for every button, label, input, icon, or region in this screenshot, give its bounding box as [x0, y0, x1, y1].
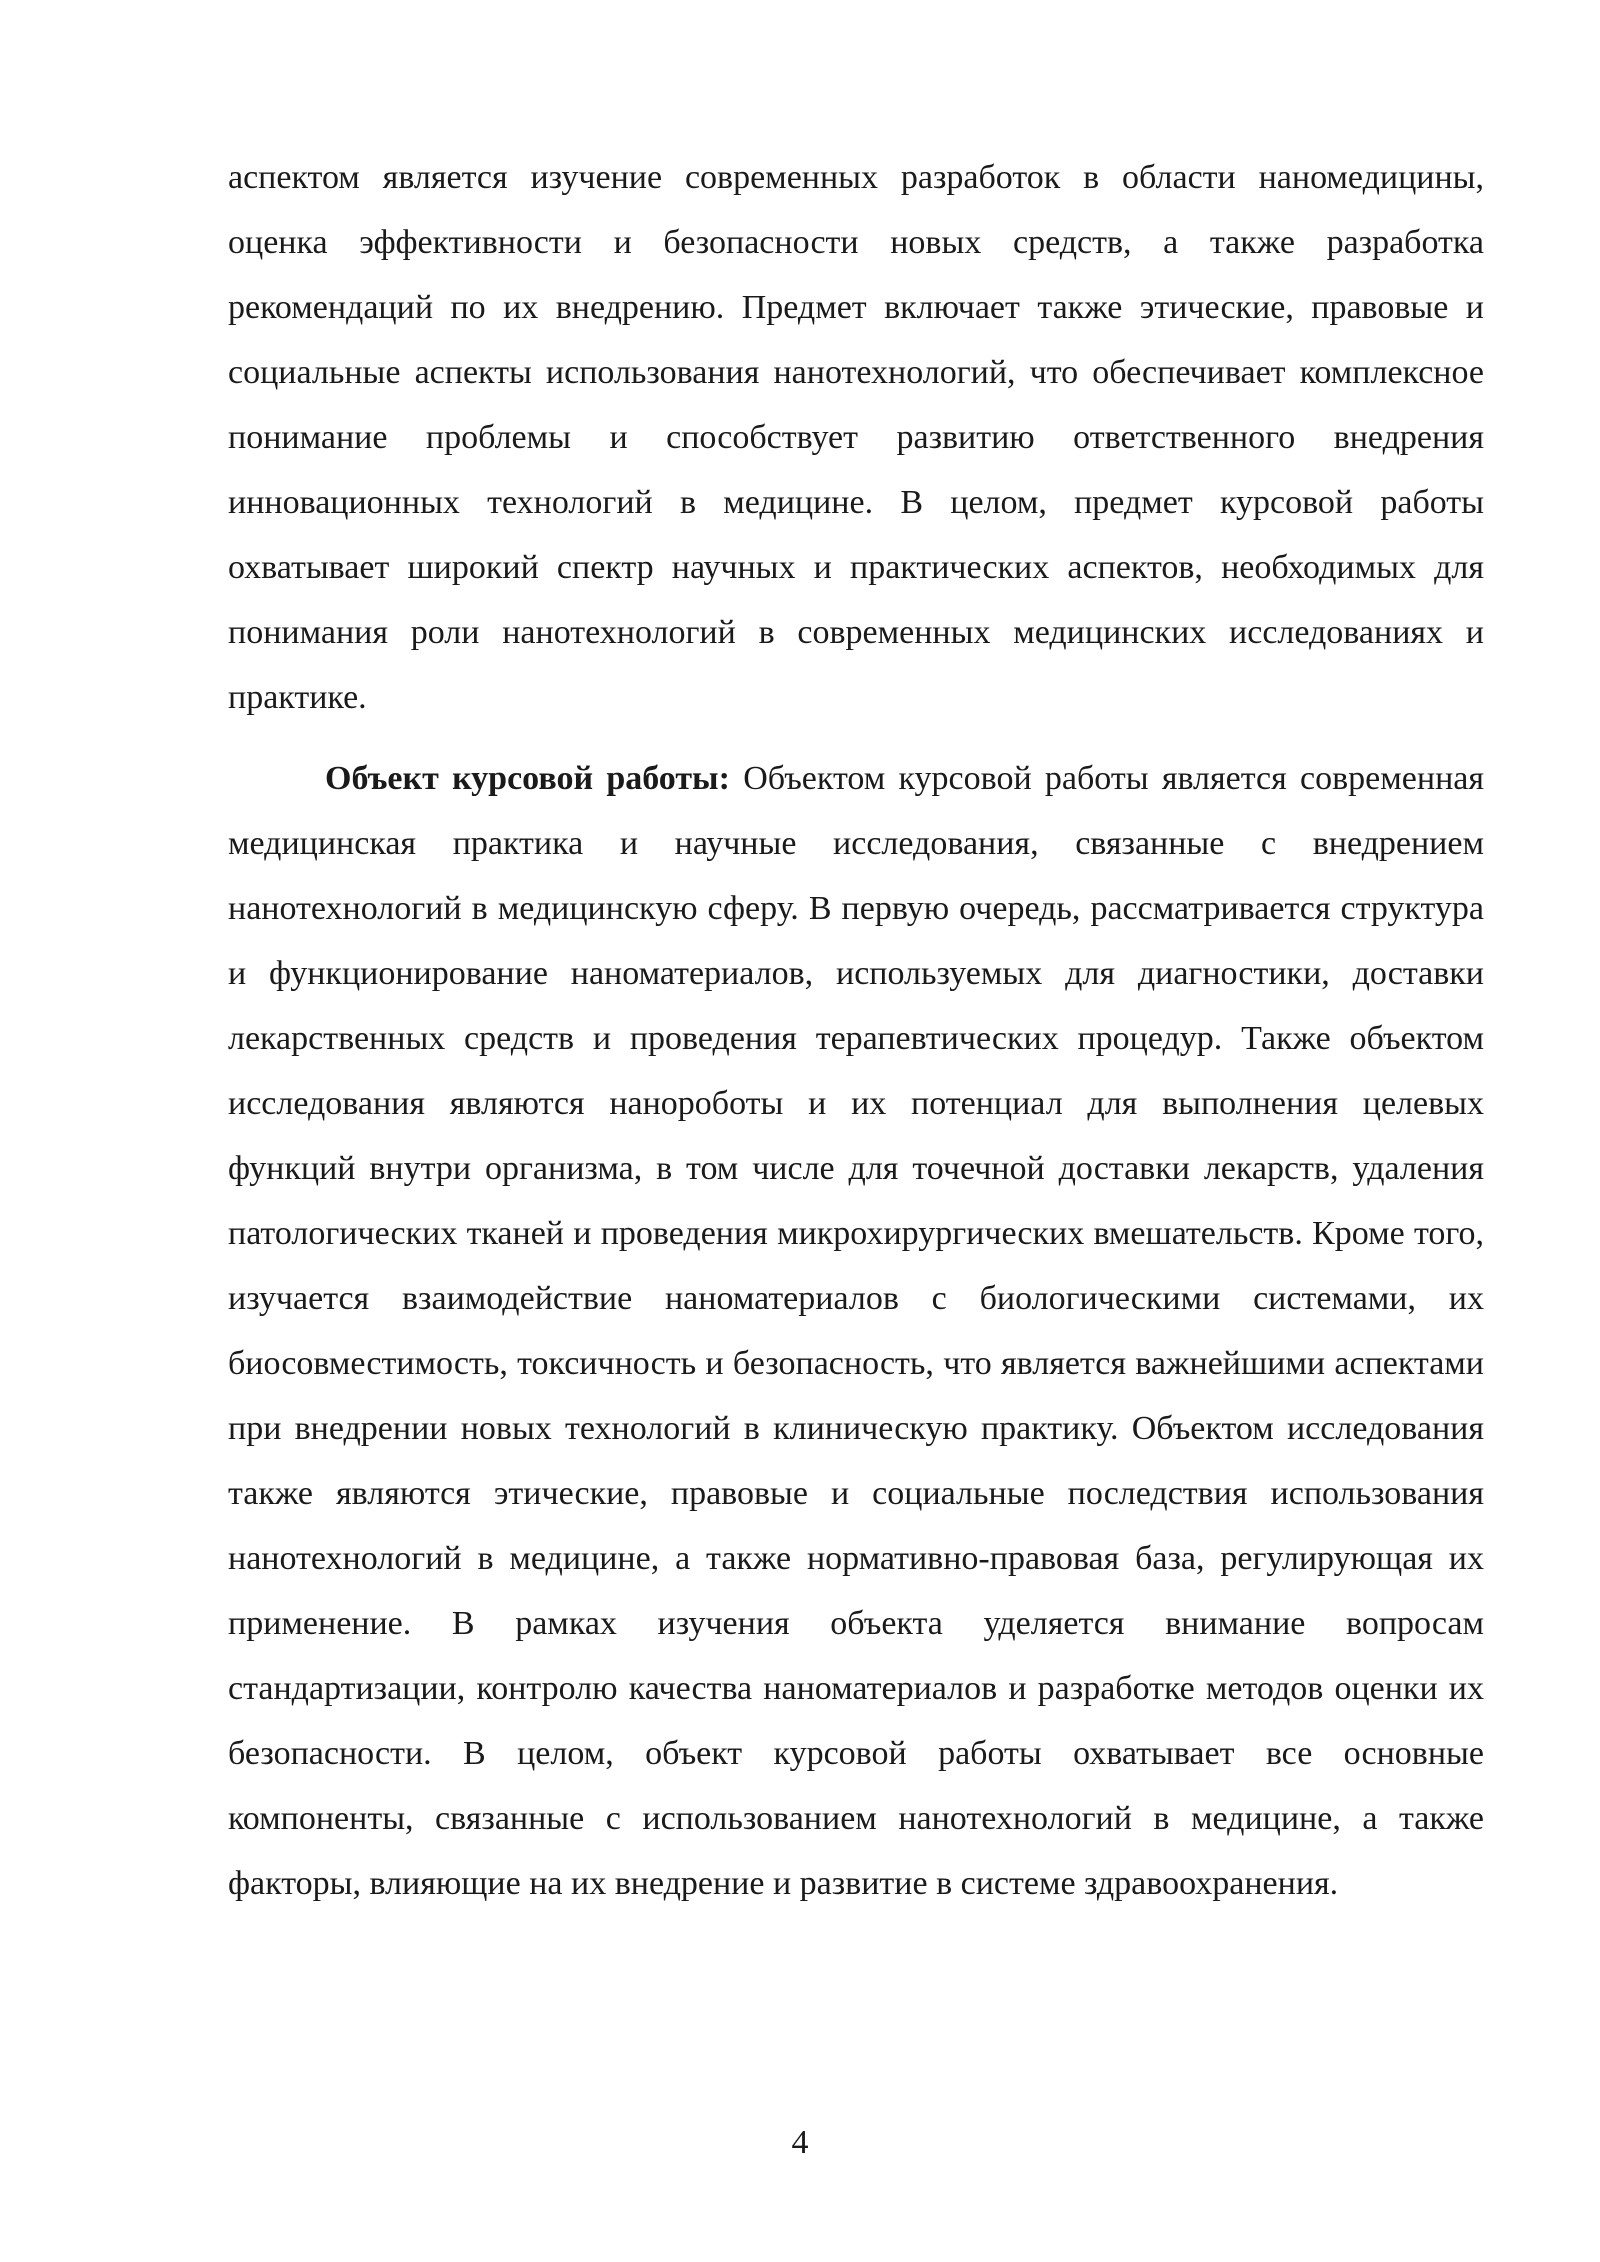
paragraph-object-heading: Объект курсовой работы: [325, 760, 730, 797]
document-body [228, 145, 1484, 1916]
paragraph-object-text: Объектом курсовой работы является современная медицинская практика и научные исследования, связанные с внедрением нанотехнологий в медицинскую сферу. В первую очередь, рассматривается структура и функционирование наноматериалов, используемых для диагностики, доставки лекарственных средств и проведения терапевтических процедур. Также объектом исследования являются нанороботы и их потенциал для выполнения целевых функций внутри организма, в том числе для точечной доставки лекарств, удаления патологических тканей и проведения микрохирургических вмешательств. Кроме того, изучается взаимодействие наноматериалов с биологическими системами, их биосовместимость, токсичность и безопасность, что является важнейшими аспектами при внедрении новых технологий в клиническую практику. Объектом исследования также являются этические, правовые и социальные последствия использования нанотехнологий в медицине, а также нормативно-правовая база, регулирующая их применение. В рамках изучения объекта уделяется внимание вопросам стандартизации, контролю качества наноматериалов и разработке методов оценки их безопасности. В целом, объект курсовой работы охватывает все основные компоненты, связанные с использованием нанотехнологий в медицине, а также факторы, влияющие на их внедрение и развитие в системе здравоохранения. [228, 760, 1484, 1902]
paragraph-subject-continuation: аспектом является изучение современных разработок в области наномедицины, оценка эффективности и безопасности новых средств, а также разработка рекомендаций по их внедрению. Предмет включает также этические, правовые и социальные аспекты использования нанотехнологий, что обеспечивает комплексное понимание проблемы и способствует развитию ответственного внедрения инновационных технологий в медицине. В целом, предмет курсовой работы охватывает широкий спектр научных и практических аспектов, необходимых для понимания роли нанотехнологий в современных медицинских исследованиях и практике. [228, 159, 1484, 716]
page-number: 4 [791, 2124, 809, 2161]
paragraph-object [228, 746, 1484, 1916]
